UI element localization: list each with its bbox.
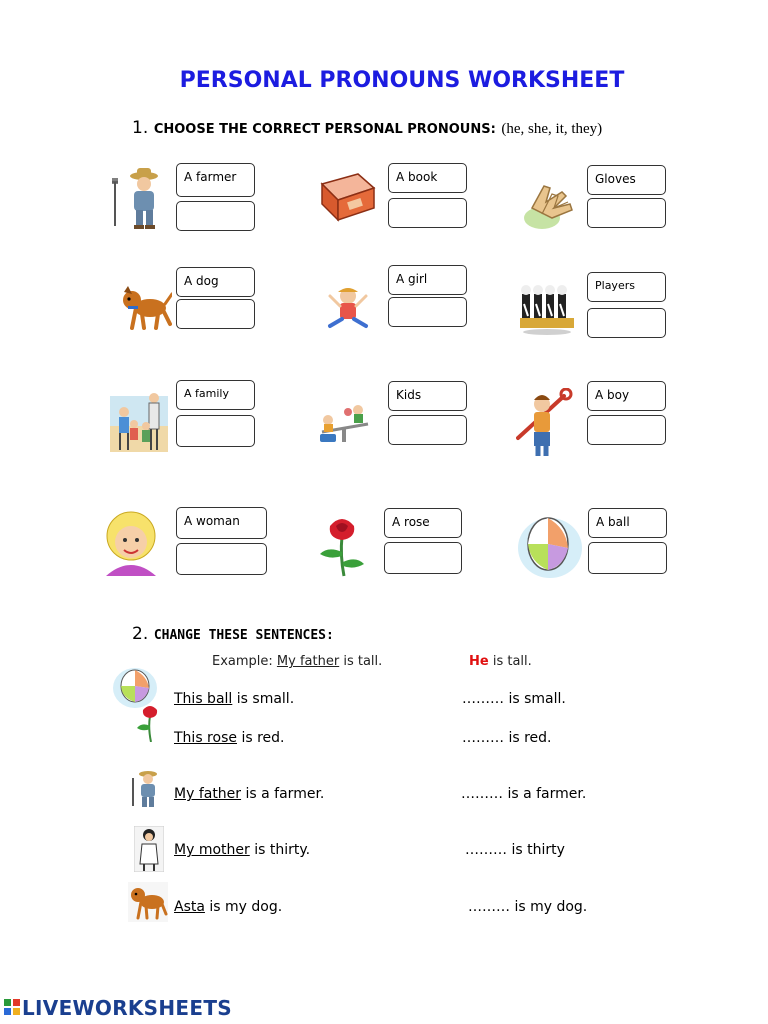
answer-4[interactable]: ……… is thirty [465,842,565,858]
answer-box-woman[interactable] [176,543,267,575]
liveworksheets-logo-icon [4,999,20,1017]
answer-box-boy[interactable] [587,415,666,445]
label-box-boy: A boy [587,381,666,411]
example-answer-rest: is tall. [492,654,532,669]
boy-icon [516,388,576,458]
rose-small-icon [134,702,164,742]
sentence-1-rest: is small. [236,691,295,707]
answer-box-players[interactable] [587,308,666,338]
answer-1[interactable]: ……… is small. [462,691,566,707]
answer-box-rose[interactable] [384,542,462,574]
answer-box-family[interactable] [176,415,255,447]
section2-heading [132,624,334,644]
sentence-2 [174,730,284,746]
label-box-kids: Kids [388,381,467,411]
answer-box-kids[interactable] [388,415,467,445]
label-box-dog: A dog [176,267,255,297]
label-box-woman: A woman [176,507,267,539]
label-box-family: A family [176,380,255,410]
section1-title: CHOOSE THE CORRECT PERSONAL PRONOUNS: [153,122,496,137]
sentence-3 [174,786,324,802]
ball-icon [516,508,582,580]
example-pronoun: He [469,654,489,669]
section1-options: (he, she, it, they) [501,121,603,137]
worksheet-title: PERSONAL PRONOUNS WORKSHEET [179,68,625,93]
example-answer [469,654,532,669]
sentence-4-rest: is thirty. [254,842,311,858]
kids-icon [318,402,372,446]
sentence-5 [174,899,282,915]
answer-box-dog[interactable] [176,299,255,329]
farmer-small-icon [130,768,162,808]
label-box-book: A book [388,163,467,193]
sentence-3-rest: is a farmer. [245,786,325,802]
sentence-1-subject: This ball [174,691,233,707]
dog-icon [118,284,172,332]
sentence-2-subject: This rose [174,730,237,746]
section2-title: CHANGE THESE SENTENCES: [153,628,334,643]
book-icon [318,170,378,222]
sentence-4-subject: My mother [174,842,250,858]
girl-icon [326,286,370,332]
section1-heading [132,118,602,138]
dog-small-icon [128,882,168,922]
answer-box-ball[interactable] [588,542,667,574]
example-prefix: Example: [212,654,273,669]
sentence-5-rest: is my dog. [209,899,283,915]
answer-box-farmer[interactable] [176,201,255,231]
family-icon [110,388,168,452]
footer-brand[interactable] [4,996,232,1020]
label-box-girl: A girl [388,265,467,295]
answer-2[interactable]: ……… is red. [462,730,552,746]
sentence-4 [174,842,310,858]
farmer-icon [112,166,172,230]
answer-5[interactable]: ……… is my dog. [468,899,588,915]
sentence-1 [174,691,294,707]
section1-number: 1. [132,118,149,138]
label-box-ball: A ball [588,508,667,538]
section2-number: 2. [132,624,149,644]
rose-icon [316,512,366,578]
answer-box-girl[interactable] [388,297,467,327]
label-box-players: Players [587,272,666,302]
woman-icon [102,510,160,576]
example-subject: My father [276,654,340,669]
answer-box-gloves[interactable] [587,198,666,228]
answer-3[interactable]: ……… is a farmer. [461,786,587,802]
sentence-5-subject: Asta [174,899,205,915]
example-rest: is tall. [343,654,383,669]
label-box-gloves: Gloves [587,165,666,195]
label-box-farmer: A farmer [176,163,255,197]
footer-brand-text: LIVEWORKSHEETS [22,996,233,1020]
answer-box-book[interactable] [388,198,467,228]
sentence-3-subject: My father [174,786,242,802]
mother-small-icon [134,826,164,872]
players-icon [516,282,578,336]
label-box-rose: A rose [384,508,462,538]
example-sentence [212,654,382,669]
gloves-icon [522,178,578,230]
sentence-2-rest: is red. [241,730,285,746]
